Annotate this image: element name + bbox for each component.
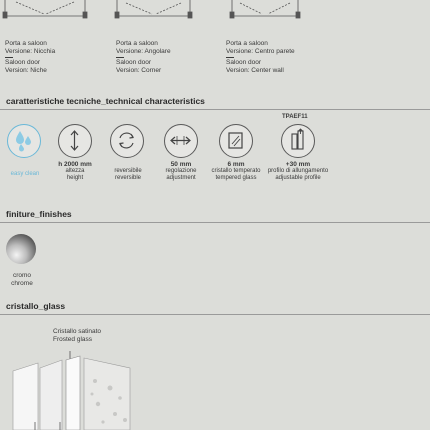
height-arrow-icon <box>59 125 90 156</box>
version-it-detail: Versione: Nicchia <box>5 48 56 55</box>
height-circle <box>58 124 92 158</box>
door-drawing-center-wall <box>230 0 300 18</box>
feature-value: h 2000 mm <box>58 161 92 168</box>
feature-adjustment <box>151 161 211 182</box>
version-niche <box>5 40 55 75</box>
finish-it: cromo <box>12 272 32 279</box>
glass-panel-clear <box>13 363 38 430</box>
adjustment-arrows-icon <box>165 125 196 156</box>
feature-en: adjustment <box>166 175 196 181</box>
feature-it: regolazione <box>165 168 197 174</box>
glass-circle <box>219 124 253 158</box>
version-corner <box>116 40 171 75</box>
easy-clean-circle <box>7 124 41 158</box>
version-it-title: Porta a saloon <box>5 40 47 47</box>
divider <box>0 222 430 223</box>
feature-it: altezza <box>65 168 85 174</box>
door-drawing-corner <box>115 0 192 18</box>
version-it-detail: Versione: Angolare <box>116 48 171 55</box>
reversible-arrows-icon <box>111 125 142 156</box>
version-en-title: Saloon door <box>116 59 152 66</box>
glass-panel-frosted <box>40 360 62 430</box>
version-en-detail: Version: Center wall <box>226 67 284 74</box>
feature-en: tempered glass <box>215 175 257 181</box>
divider <box>0 109 430 110</box>
feature-value: +30 mm <box>285 161 311 168</box>
glass-panel-edge <box>66 356 80 430</box>
feature-en: height <box>66 175 84 181</box>
technical-title: caratteristiche tecniche_technical characteristics <box>6 96 205 106</box>
profile-circle <box>281 124 315 158</box>
version-it-title: Porta a saloon <box>116 40 158 47</box>
finish-chrome-label <box>0 272 44 288</box>
door-drawings <box>0 0 430 34</box>
feature-en: reversible <box>114 175 141 181</box>
version-en-title: Saloon door <box>226 59 262 66</box>
adjustment-circle <box>164 124 198 158</box>
version-en-detail: Version: Niche <box>5 67 47 74</box>
feature-glass <box>206 161 266 182</box>
reversible-circle <box>110 124 144 158</box>
version-center-wall <box>226 40 295 75</box>
water-drops-icon <box>8 125 39 156</box>
feature-profile <box>266 161 330 182</box>
feature-value: 50 mm <box>170 161 192 168</box>
feature-label: easy clean <box>10 171 40 177</box>
feature-it: reversibile <box>114 168 142 174</box>
feature-reversible <box>98 168 158 182</box>
extension-profile-icon <box>282 125 313 156</box>
glass-callout-it: Cristallo satinato <box>53 328 102 335</box>
version-en-title: Saloon door <box>5 59 41 66</box>
glass-panels-illustration <box>0 336 150 430</box>
feature-value: 6 mm <box>227 161 245 168</box>
feature-height <box>45 161 105 182</box>
glass-thickness-icon <box>220 125 251 156</box>
version-it-title: Porta a saloon <box>226 40 268 47</box>
finishes-title: finiture_finishes <box>6 209 72 219</box>
finish-en: chrome <box>11 280 33 287</box>
feature-en: adjustable profile <box>275 175 321 181</box>
feature-it: cristallo temperato <box>211 168 261 174</box>
version-en-detail: Version: Corner <box>116 67 162 74</box>
product-code-badge: TPAEF11 <box>282 114 308 120</box>
glass-callout-en: Frosted glass <box>53 336 93 343</box>
door-drawing-niche <box>3 0 87 18</box>
divider <box>0 314 430 315</box>
feature-it: profilo di allungamento <box>267 168 329 174</box>
glass-title: cristallo_glass <box>6 301 66 311</box>
version-it-detail: Versione: Centro parete <box>226 48 295 55</box>
chrome-swatch <box>6 234 36 264</box>
